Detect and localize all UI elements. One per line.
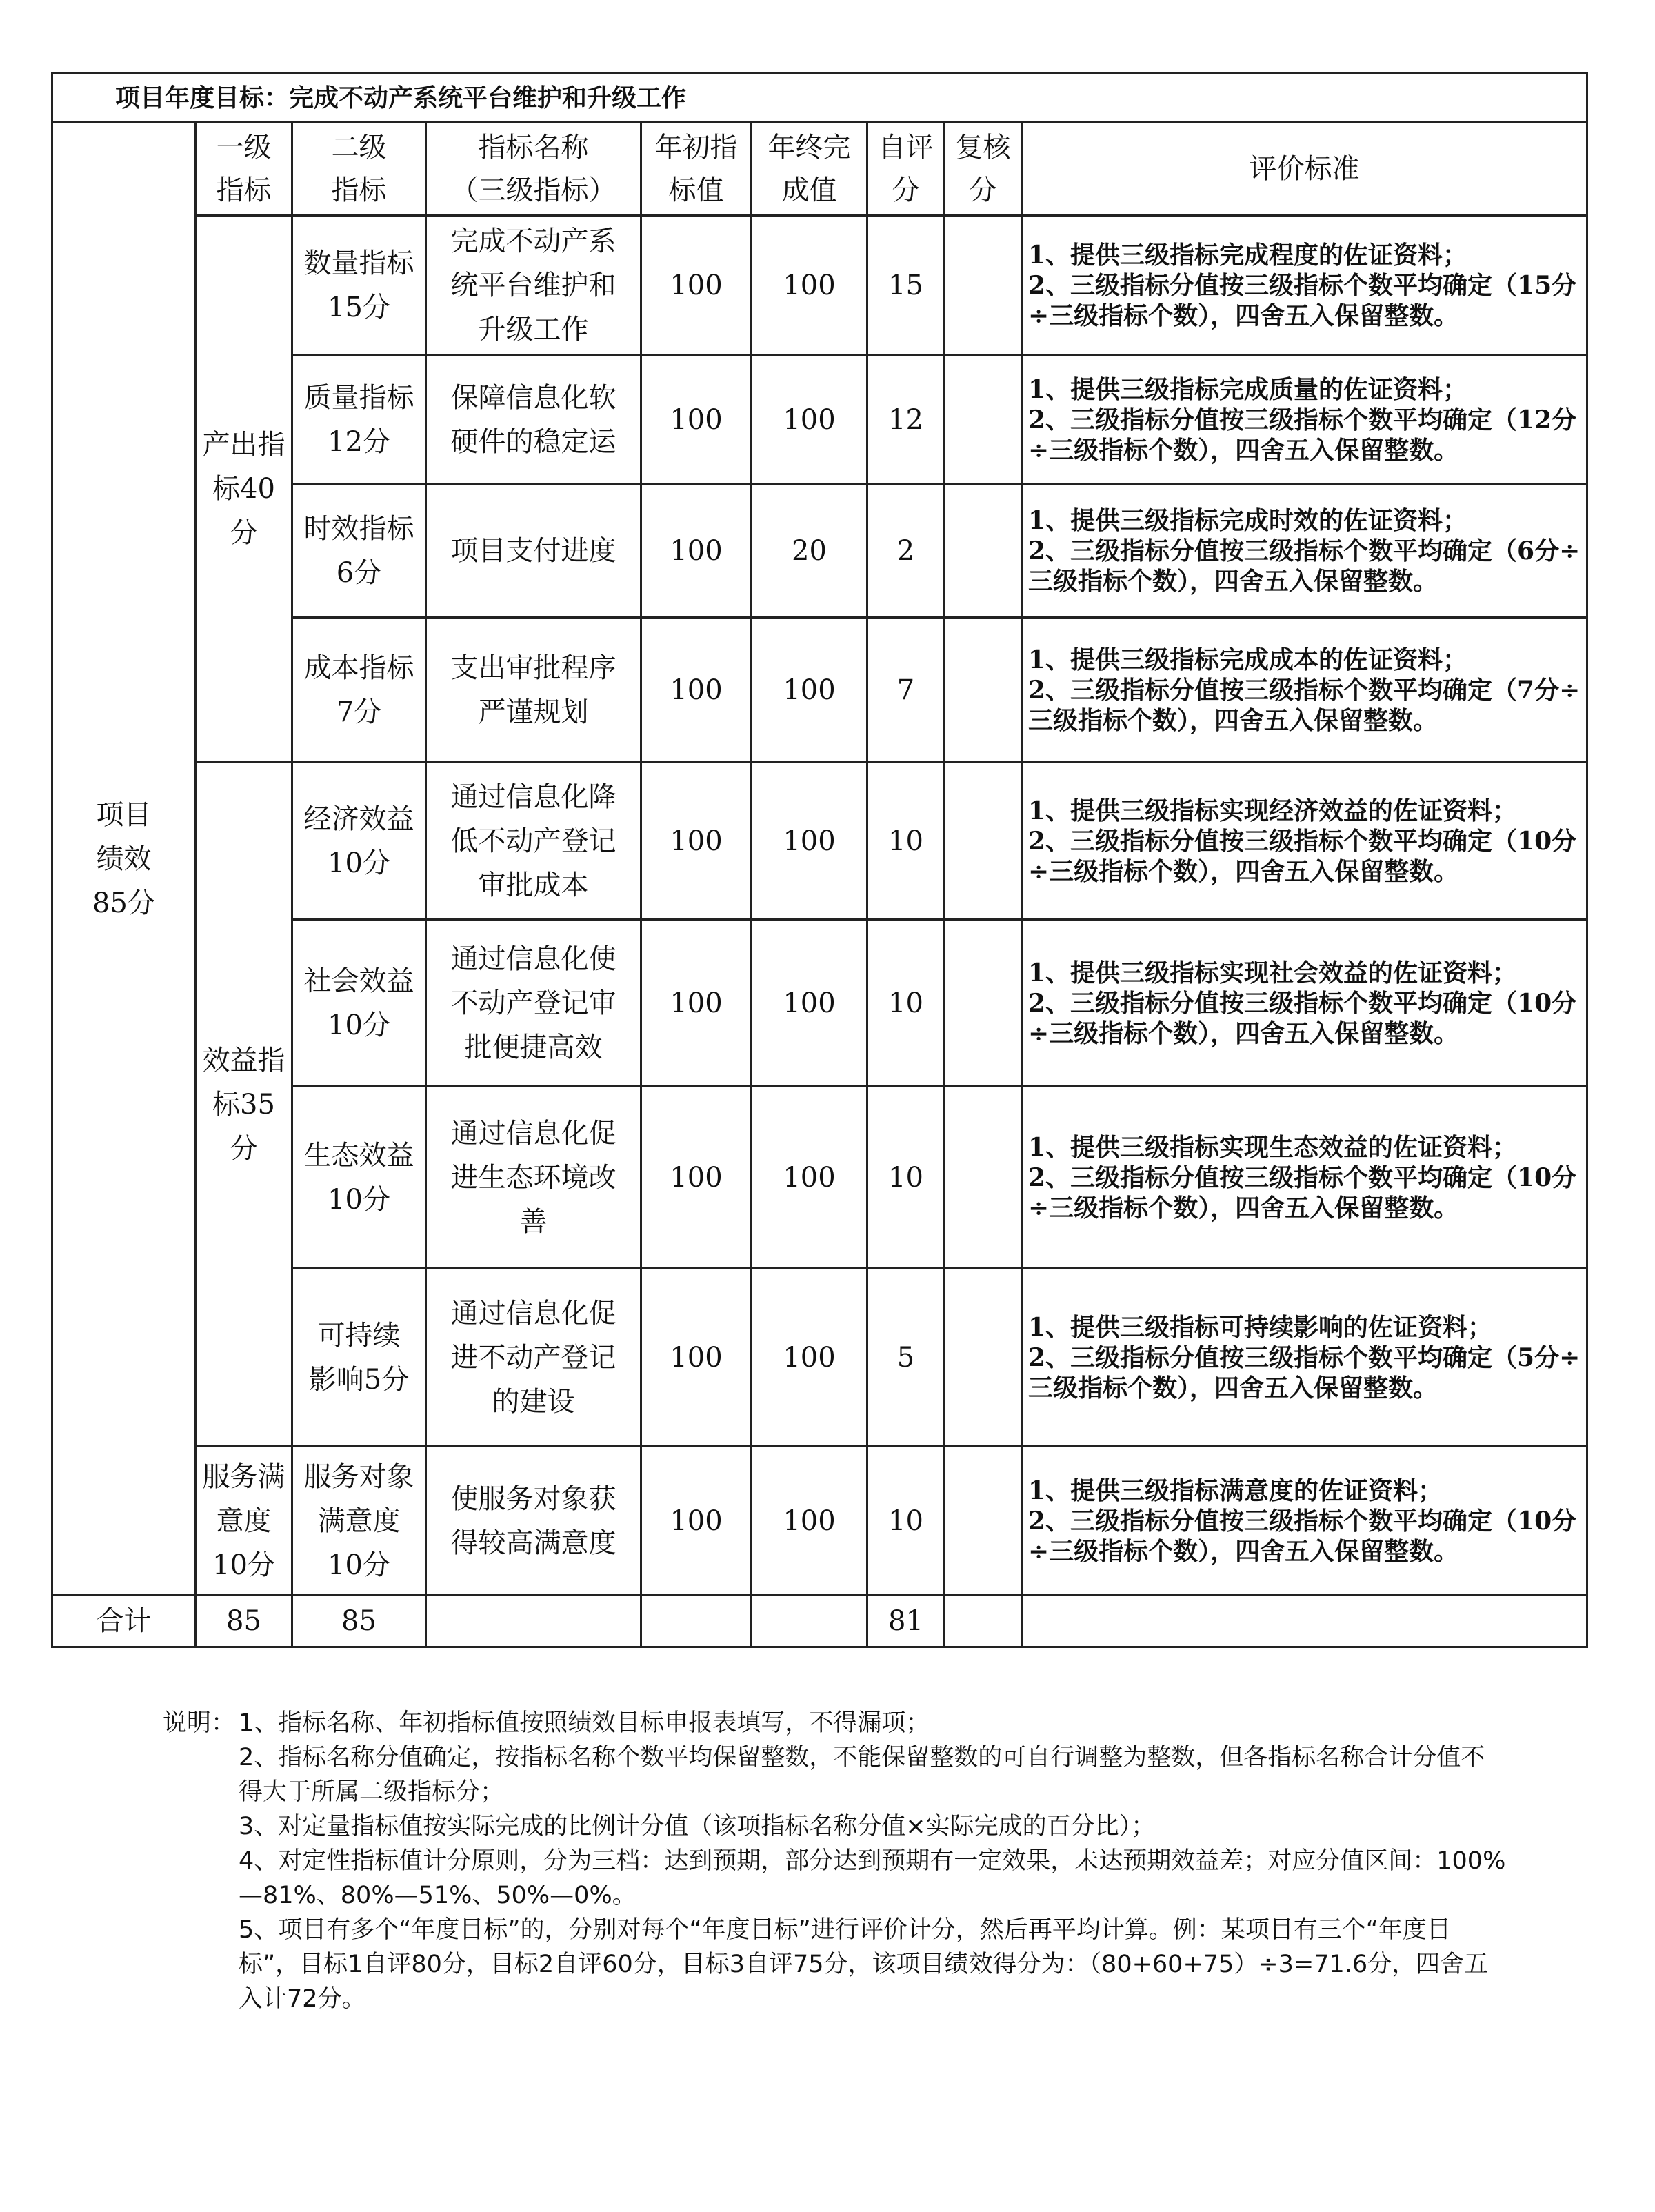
total-target	[641, 1596, 752, 1647]
indicator-name: 完成不动产系 统平台维护和 升级工作	[426, 216, 641, 356]
criteria-line: 2、三级指标分值按三级指标个数平均确定（6分÷三级指标个数），四舍五入保留整数。	[1028, 536, 1581, 596]
criteria-line: 1、提供三级指标满意度的佐证资料；	[1028, 1476, 1443, 1505]
notes-lead: 说明：	[163, 1709, 236, 1737]
performance-evaluation-table	[51, 72, 1588, 1648]
review-score	[945, 484, 1022, 618]
indicator-name: 通过信息化使 不动产登记审 批便捷高效	[426, 920, 641, 1087]
level2-indicator: 服务对象 满意度 10分	[292, 1447, 426, 1596]
criteria-line: 2、三级指标分值按三级指标个数平均确定（12分÷三级指标个数），四舍五入保留整数。	[1028, 405, 1577, 465]
self-score: 10	[867, 920, 945, 1087]
actual-value: 20	[752, 484, 867, 618]
criteria-line: 1、提供三级指标实现生态效益的佐证资料；	[1028, 1132, 1518, 1162]
actual-value: 100	[752, 1087, 867, 1269]
header-row	[52, 123, 1587, 216]
actual-value: 100	[752, 216, 867, 356]
level2-indicator: 可持续 影响5分	[292, 1269, 426, 1447]
self-score: 10	[867, 1087, 945, 1269]
actual-value: 100	[752, 356, 867, 484]
criteria-line: 2、三级指标分值按三级指标个数平均确定（10分÷三级指标个数），四舍五入保留整数。	[1028, 826, 1577, 886]
criteria-line: 1、提供三级指标完成质量的佐证资料；	[1028, 374, 1468, 404]
header-indicator-name: 指标名称 （三级指标）	[426, 123, 641, 216]
self-score: 12	[867, 356, 945, 484]
project-performance-label: 项目 绩效 85分	[52, 123, 196, 1596]
total-review	[945, 1596, 1022, 1647]
self-score: 7	[867, 618, 945, 763]
criteria-line: 1、提供三级指标完成时效的佐证资料；	[1028, 505, 1468, 535]
note-item: 5、项目有多个“年度目标”的，分别对每个“年度目标”进行评价计分，然后再平均计算。例：某项目有三个“年度目标”，目标1自评80分，目标2自评60分，目标3自评75分，该项目绩效得分为：（80+60+75）÷3=71.6分，四舍五入计72分。	[239, 1916, 1489, 2013]
level1-benefit: 效益指 标35 分	[196, 763, 292, 1447]
criteria-line: 1、提供三级指标实现经济效益的佐证资料；	[1028, 796, 1518, 825]
review-score	[945, 1447, 1022, 1596]
target-value: 100	[641, 1087, 752, 1269]
evaluation-criteria	[1022, 356, 1587, 484]
level2-indicator: 社会效益 10分	[292, 920, 426, 1087]
target-value: 100	[641, 1447, 752, 1596]
target-value: 100	[641, 356, 752, 484]
total-self-score: 81	[867, 1596, 945, 1647]
actual-value: 100	[752, 1269, 867, 1447]
indicator-name: 项目支付进度	[426, 484, 641, 618]
criteria-line: 2、三级指标分值按三级指标个数平均确定（10分÷三级指标个数），四舍五入保留整数。	[1028, 1506, 1577, 1566]
criteria-line: 2、三级指标分值按三级指标个数平均确定（10分÷三级指标个数），四舍五入保留整数。	[1028, 1163, 1577, 1223]
table-row	[52, 216, 1587, 356]
note-item: 3、对定量指标值按实际完成的比例计分值（该项指标名称分值×实际完成的百分比）；	[239, 1813, 1156, 1840]
evaluation-criteria	[1022, 1087, 1587, 1269]
total-name	[426, 1596, 641, 1647]
total-actual	[752, 1596, 867, 1647]
level2-indicator: 质量指标 12分	[292, 356, 426, 484]
evaluation-criteria	[1022, 763, 1587, 920]
actual-value: 100	[752, 618, 867, 763]
indicator-name: 通过信息化促 进不动产登记 的建设	[426, 1269, 641, 1447]
note-item: 说明： 1、指标名称、年初指标值按照绩效目标申报表填写，不得漏项；	[163, 1706, 1507, 1740]
total-level2: 85	[292, 1596, 426, 1647]
review-score	[945, 356, 1022, 484]
review-score	[945, 216, 1022, 356]
header-criteria: 评价标准	[1022, 123, 1587, 216]
evaluation-criteria	[1022, 484, 1587, 618]
level1-satisfaction: 服务满 意度 10分	[196, 1447, 292, 1596]
target-value: 100	[641, 1269, 752, 1447]
level2-indicator: 经济效益 10分	[292, 763, 426, 920]
header-target: 年初指 标值	[641, 123, 752, 216]
criteria-line: 2、三级指标分值按三级指标个数平均确定（5分÷三级指标个数），四舍五入保留整数。	[1028, 1343, 1581, 1402]
self-score: 10	[867, 1447, 945, 1596]
header-self-score: 自评 分	[867, 123, 945, 216]
actual-value: 100	[752, 1447, 867, 1596]
total-label: 合计	[52, 1596, 196, 1647]
review-score	[945, 763, 1022, 920]
table-row	[52, 763, 1587, 920]
level1-output: 产出指 标40 分	[196, 216, 292, 763]
evaluation-criteria	[1022, 618, 1587, 763]
level2-indicator: 数量指标 15分	[292, 216, 426, 356]
notes-section	[163, 1706, 1507, 2016]
indicator-name: 通过信息化促 进生态环境改 善	[426, 1087, 641, 1269]
target-value: 100	[641, 484, 752, 618]
table-row	[52, 1447, 1587, 1596]
criteria-line: 1、提供三级指标完成程度的佐证资料；	[1028, 241, 1468, 270]
indicator-name: 支出审批程序 严谨规划	[426, 618, 641, 763]
total-criteria	[1022, 1596, 1587, 1647]
total-level1: 85	[196, 1596, 292, 1647]
note-item: 2、指标名称分值确定，按指标名称个数平均保留整数，不能保留整数的可自行调整为整数，但各指标名称合计分值不得大于所属二级指标分；	[239, 1744, 1485, 1806]
total-row	[52, 1596, 1587, 1647]
criteria-line: 2、三级指标分值按三级指标个数平均确定（10分÷三级指标个数），四舍五入保留整数。	[1028, 988, 1577, 1048]
level2-indicator: 成本指标 7分	[292, 618, 426, 763]
header-actual: 年终完 成值	[752, 123, 867, 216]
evaluation-criteria	[1022, 216, 1587, 356]
review-score	[945, 920, 1022, 1087]
level2-indicator: 时效指标 6分	[292, 484, 426, 618]
note-item: 4、对定性指标值计分原则，分为三档：达到预期，部分达到预期有一定效果，未达预期效益差；对应分值区间：100%—81%、80%—51%、50%—0%。	[239, 1847, 1506, 1909]
review-score	[945, 618, 1022, 763]
indicator-name: 保障信息化软 硬件的稳定运	[426, 356, 641, 484]
self-score: 5	[867, 1269, 945, 1447]
target-value: 100	[641, 618, 752, 763]
header-level1: 一级 指标	[196, 123, 292, 216]
annual-goal: 项目年度目标：完成不动产系统平台维护和升级工作	[52, 73, 1587, 123]
target-value: 100	[641, 763, 752, 920]
actual-value: 100	[752, 920, 867, 1087]
target-value: 100	[641, 920, 752, 1087]
review-score	[945, 1087, 1022, 1269]
self-score: 15	[867, 216, 945, 356]
criteria-line: 1、提供三级指标完成成本的佐证资料；	[1028, 645, 1468, 674]
self-score: 2	[867, 484, 945, 618]
criteria-line: 2、三级指标分值按三级指标个数平均确定（15分÷三级指标个数），四舍五入保留整数。	[1028, 271, 1577, 330]
evaluation-criteria	[1022, 1269, 1587, 1447]
header-review-score: 复核 分	[945, 123, 1022, 216]
self-score: 10	[867, 763, 945, 920]
criteria-line: 1、提供三级指标可持续影响的佐证资料；	[1028, 1312, 1493, 1342]
indicator-name: 通过信息化降 低不动产登记 审批成本	[426, 763, 641, 920]
level2-indicator: 生态效益 10分	[292, 1087, 426, 1269]
header-level2: 二级 指标	[292, 123, 426, 216]
target-value: 100	[641, 216, 752, 356]
review-score	[945, 1269, 1022, 1447]
criteria-line: 2、三级指标分值按三级指标个数平均确定（7分÷三级指标个数），四舍五入保留整数。	[1028, 675, 1581, 735]
criteria-line: 1、提供三级指标实现社会效益的佐证资料；	[1028, 958, 1518, 987]
evaluation-criteria	[1022, 920, 1587, 1087]
actual-value: 100	[752, 763, 867, 920]
indicator-name: 使服务对象获 得较高满意度	[426, 1447, 641, 1596]
evaluation-criteria	[1022, 1447, 1587, 1596]
